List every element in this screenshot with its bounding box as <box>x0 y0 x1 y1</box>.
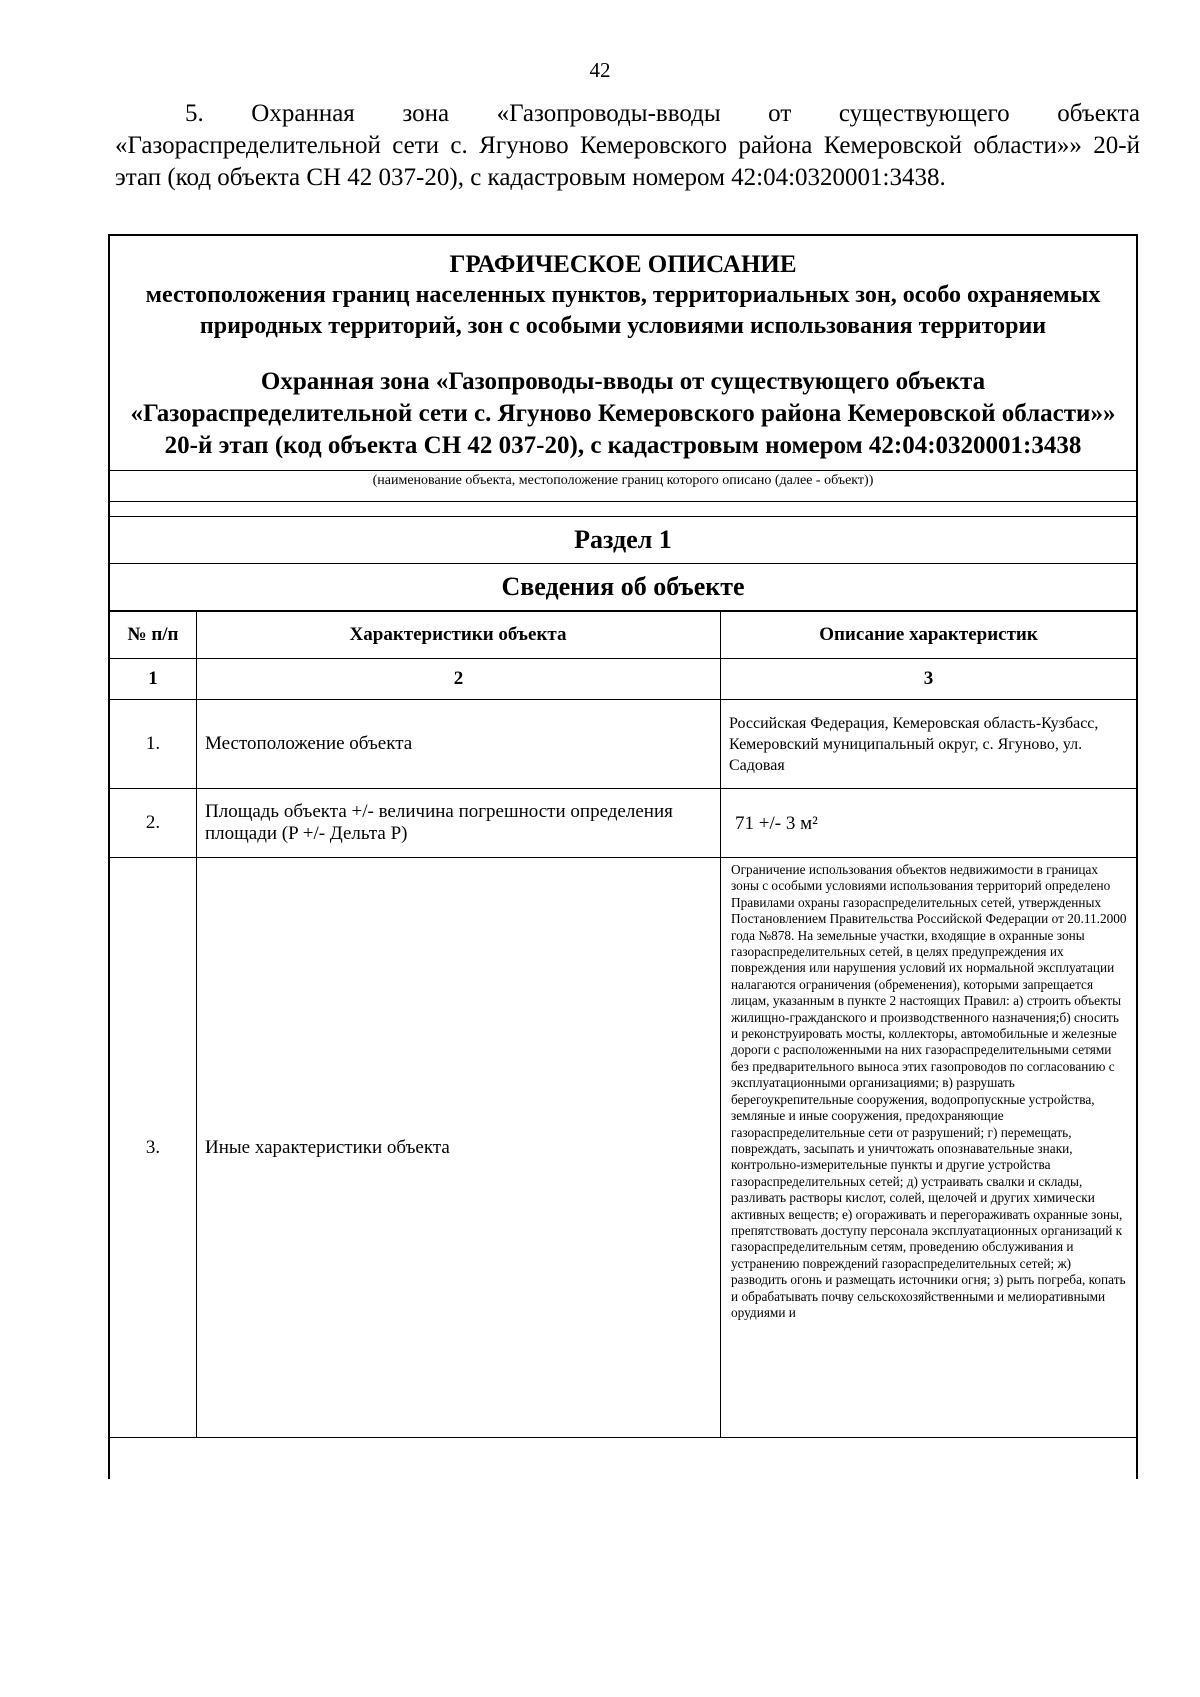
table-header-row <box>110 612 1136 659</box>
form-heading <box>110 236 1136 462</box>
form-title: ГРАФИЧЕСКОЕ ОПИСАНИЕ <box>449 251 797 278</box>
row-characteristic: Местоположение объекта <box>197 700 721 789</box>
header-characteristics: Характеристики объекта <box>197 612 721 659</box>
header-number: № п/п <box>110 612 197 659</box>
row-description-cell <box>721 858 1137 1438</box>
header-description: Описание характеристик <box>721 612 1137 659</box>
table-row <box>110 858 1136 1438</box>
object-info-table <box>110 611 1136 1438</box>
page-number: 42 <box>589 58 611 82</box>
intro-paragraph: 5. Охранная зона «Газопроводы-вводы от существующего объекта «Газораспределительной сети с. Ягуново Кемеровского района Кемеровской области»» 20-й этап (код объекта СН 42 037-20), с кадастровым номером 42:04:0320001:3438. <box>115 100 1140 191</box>
description-form <box>108 234 1138 1479</box>
spacer <box>110 502 1136 517</box>
row-number: 2. <box>110 789 197 858</box>
table-row <box>110 700 1136 789</box>
row-characteristic: Иные характеристики объекта <box>197 858 721 1438</box>
object-name: Охранная зона «Газопроводы-вводы от существующего объекта «Газораспределительной сети с. Ягуново Кемеровского района Кемеровской области»» 20-й этап (код объекта СН 42 037-20), с кадастровым номером 42:04:0320001:3438 <box>130 368 1116 459</box>
row-characteristic: Площадь объекта +/- величина погрешности определения площади (P +/- Дельта P) <box>197 789 721 858</box>
row-number: 1. <box>110 700 197 789</box>
object-name-caption: (наименование объекта, местоположение границ которого описано (далее - объект)) <box>110 471 1136 502</box>
row-description: 71 +/- 3 м² <box>721 789 1137 858</box>
column-number: 1 <box>110 659 197 700</box>
table-row <box>110 789 1136 858</box>
section-subtitle: Сведения об объекте <box>110 564 1136 611</box>
row-description: Ограничение использования объектов недвижимости в границах зоны с особыми условиями использования территорий определено Правилами охраны газораспределительных сетей, утвержденных Постановлением Правительства Российской Федерации от 20.11.2000 года №878. На земельные участки, входящие в охранные зоны газораспределительных сетей, в целях предупреждения их повреждения или нарушения условий их нормальной эксплуатации налагаются ограничения (обременения), которыми запрещается лицам, указанным в пункте 2 настоящих Правил: а) строить объекты жилищно-гражданского и производственного назначения;б) сносить и реконструировать мосты, коллекторы, автомобильные и железные дороги с расположенными на них газораспределительными сетями без предварительного выноса этих газопроводов по согласованию с эксплуатационными организациями; в) разрушать берегоукрепительные сооружения, водопропускные устройства, земляные и иные сооружения, предохраняющие газораспределительные сети от разрушений; г) перемещать, повреждать, засыпать и уничтожать опознавательные знаки, контрольно-измерительные пункты и другие устройства газораспределительных сетей; д) устраивать свалки и склады, разливать растворы кислот, солей, щелочей и других химически активных веществ; е) огораживать и перегораживать охранные зоны, препятствовать доступу персонала эксплуатационных организаций к газораспределительным сетям, проведению обслуживания и устранению повреждений газораспределительных сетей; ж) разводить огонь и размещать источники огня; з) рыть погреба, копать и обрабатывать почву сельскохозяйственными и мелиоративными орудиями и <box>731 862 1127 1320</box>
column-number-row <box>110 659 1136 700</box>
form-subtitle: местоположения границ населенных пунктов, территориальных зон, особо охраняемых природных территорий, зон с особыми условиями использования территории <box>145 282 1101 339</box>
row-description: Российская Федерация, Кемеровская область-Кузбасс, Кемеровский муниципальный округ, с. Ягуново, ул. Садовая <box>721 700 1137 789</box>
column-number: 2 <box>197 659 721 700</box>
column-number: 3 <box>721 659 1137 700</box>
row-number: 3. <box>110 858 197 1438</box>
section-title: Раздел 1 <box>110 517 1136 564</box>
